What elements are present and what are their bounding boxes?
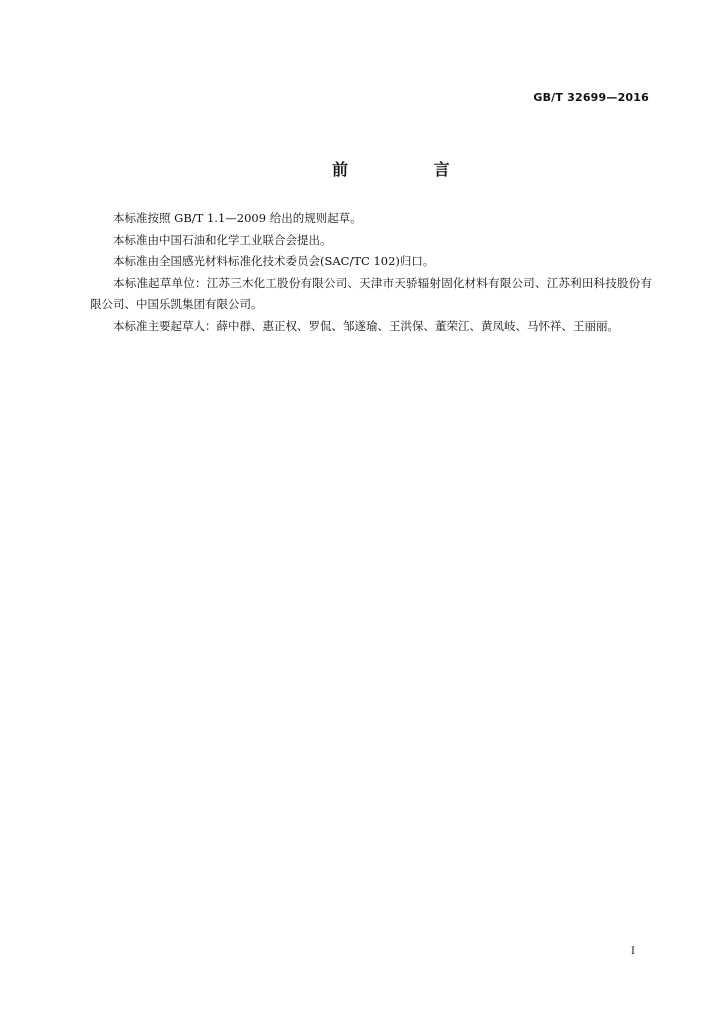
paragraph-technical-committee: 本标准由全国感光材料标准化技术委员会(SAC/TC 102)归口。	[113, 254, 435, 268]
paragraph-proposer: 本标准由中国石油和化学工业联合会提出。	[113, 232, 332, 247]
paragraph-drafters: 本标准主要起草人：薛中群、惠正权、罗侃、邹遂瑜、王洪保、董荣江、黄凤岐、马怀祥、王丽丽。	[113, 318, 619, 333]
paragraph-drafting-rules: 本标准按照 GB/T 1.1—2009 给出的规则起草。	[113, 211, 362, 225]
standard-code: GB/T 32699—2016	[533, 91, 649, 104]
page-title: 前 言	[332, 160, 490, 179]
foreword-body	[90, 208, 652, 337]
page-number: I	[631, 946, 635, 957]
paragraph-drafting-units: 本标准起草单位：江苏三木化工股份有限公司、天津市天骄辐射固化材料有限公司、江苏利田科技股份有限公司、中国乐凯集团有限公司。	[90, 275, 652, 311]
